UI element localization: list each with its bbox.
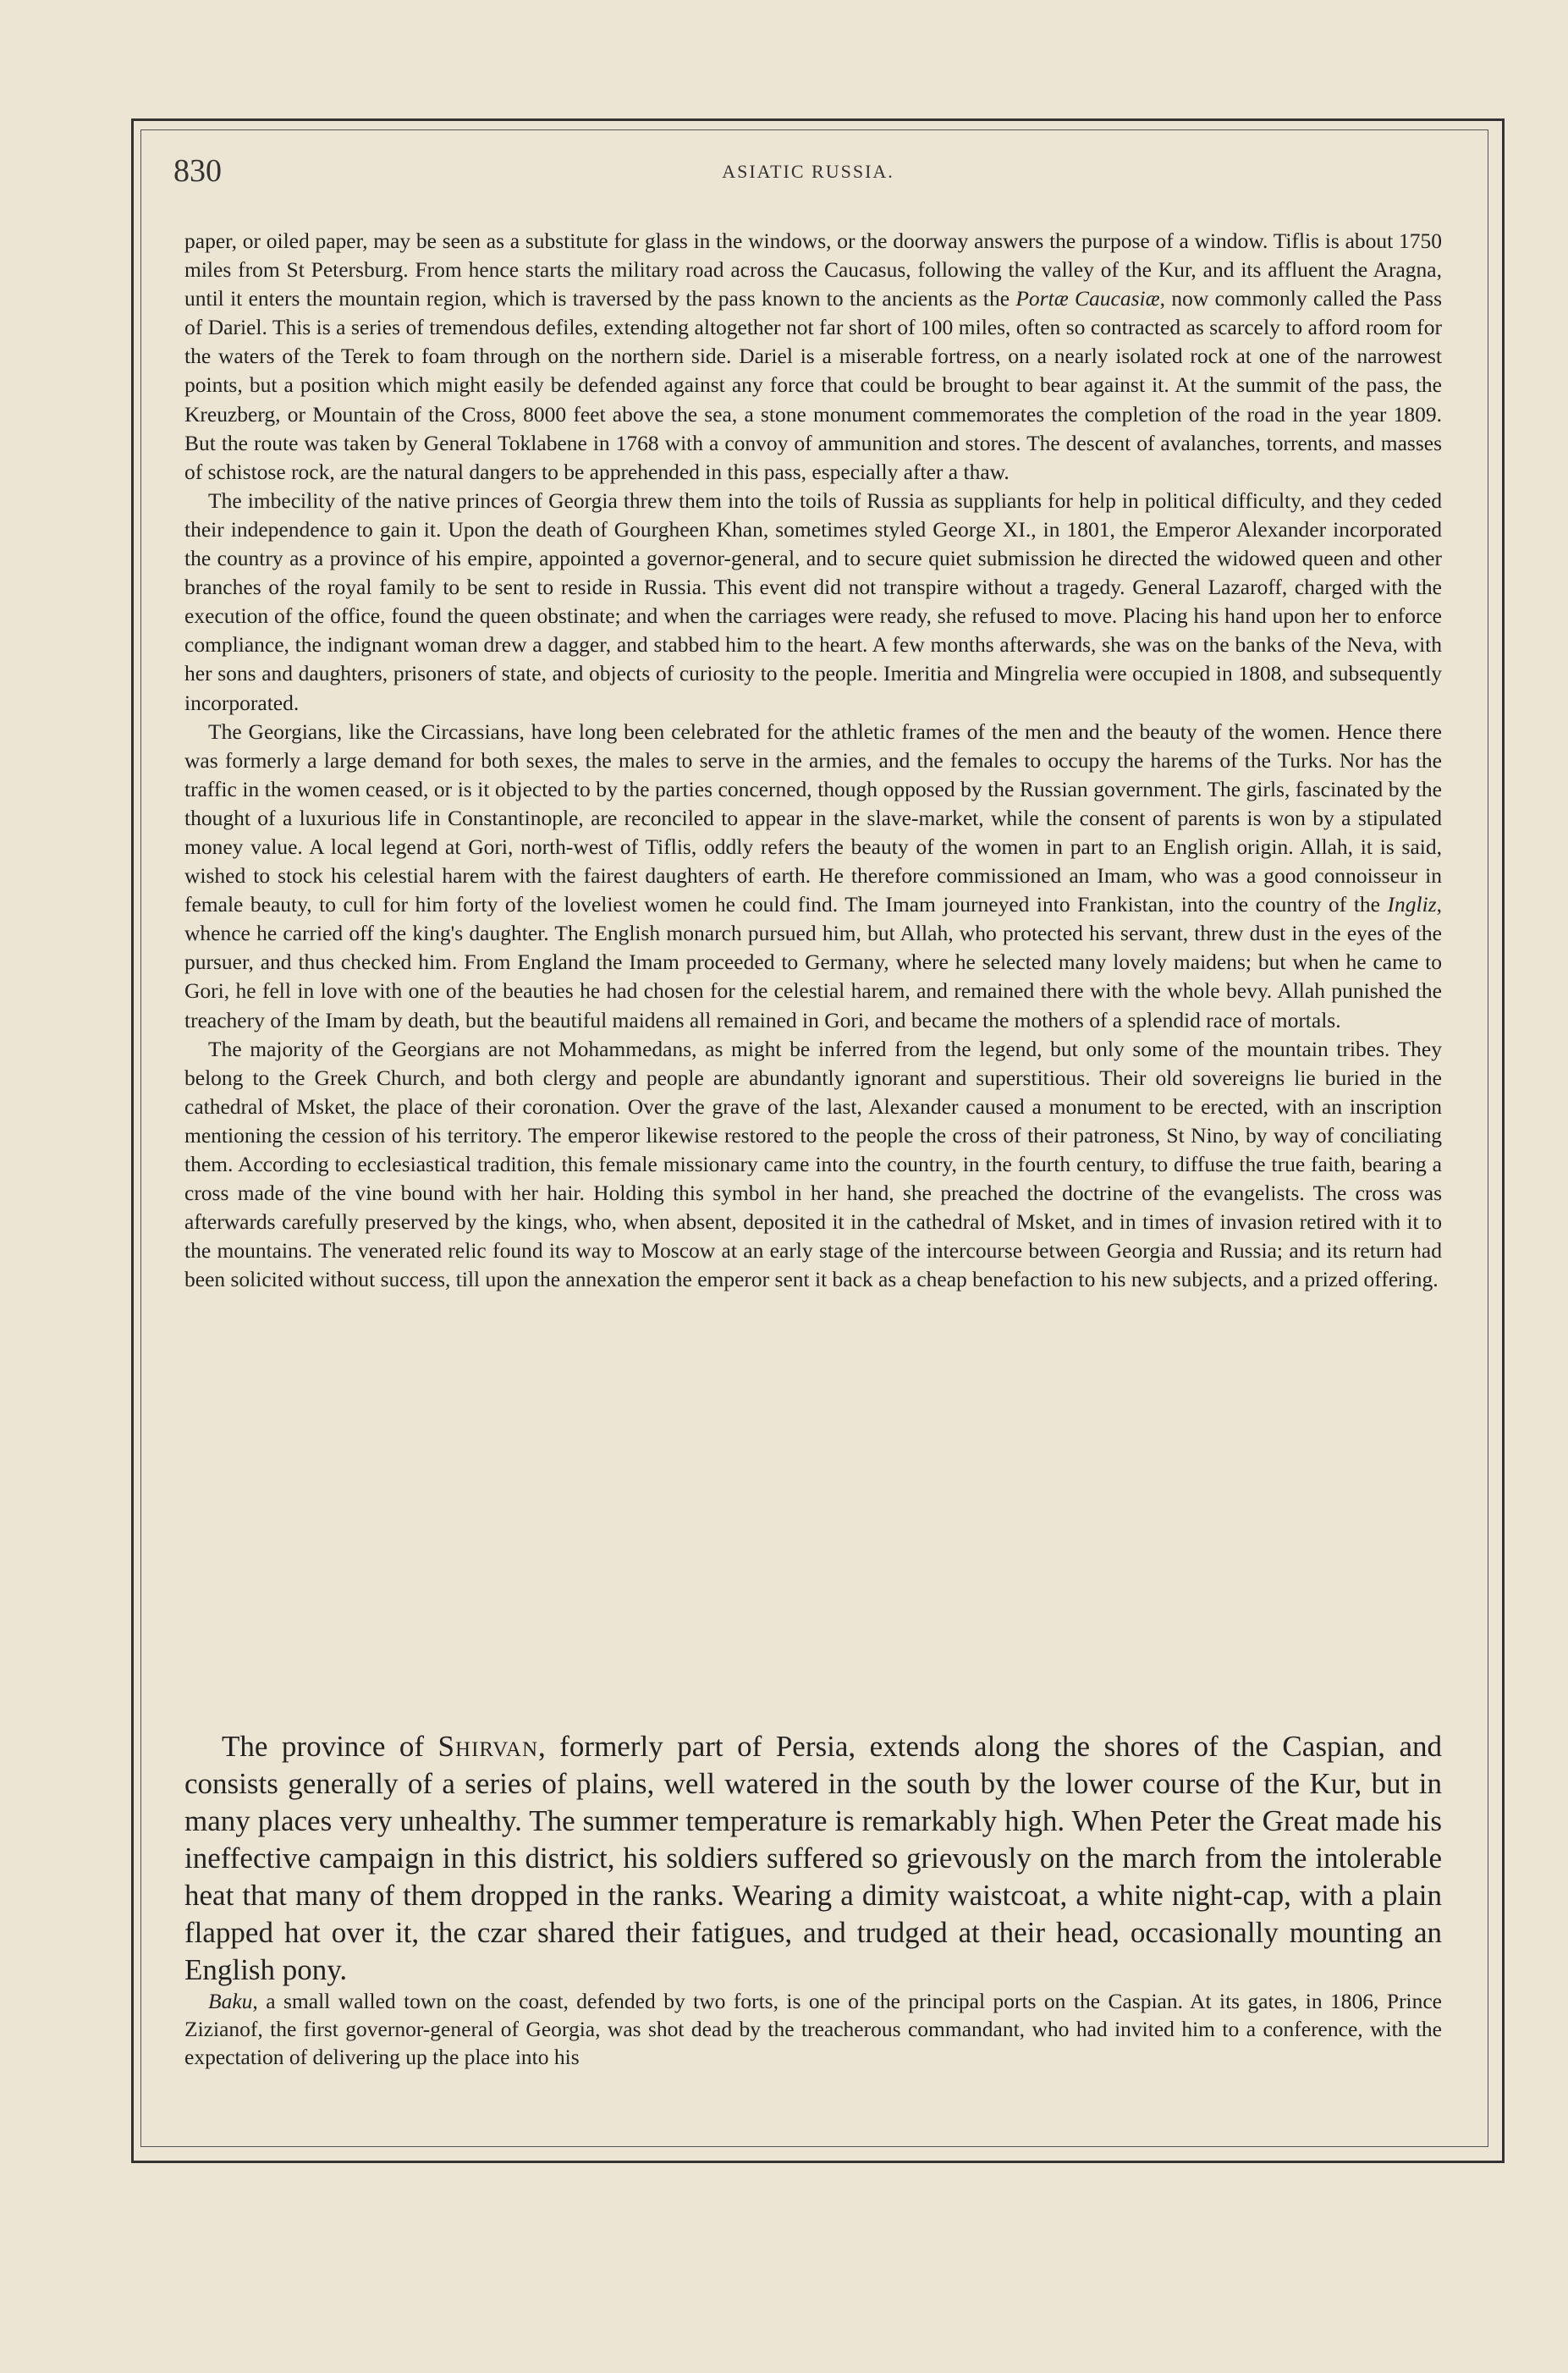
large-print-section [184, 1728, 1442, 1989]
final-small-print-section [184, 1987, 1442, 2071]
text-run: The Georgians, like the Circassians, have long been celebrated for the athletic frames of the men and the beauty of the women. Hence there was formerly a large demand for both sexes, the males to serve in the armies, and the females to occupy the harems of the Turks. Nor has the traffic in the women ceased, or is it objected to by the parties concerned, though opposed by the Russian government. The girls, fascinated by the thought of a luxurious life in Constantinople, are reconciled to appear in the slave-market, while the consent of parents is won by a stipulated money value. A local legend at Gori, north-west of Tiflis, oddly refers the beauty of the women in part to an English origin. Allah, it is said, wished to stock his celestial harem with the fairest daughters of earth. He therefore commissioned an Imam, who was a good connoisseur in female beauty, to cull for him forty of the loveliest women he could find. The Imam journeyed into Frankistan, into the country of the [184, 719, 1442, 917]
running-title: ASIATIC RUSSIA. [722, 161, 894, 182]
paragraph-baku [184, 1987, 1442, 2071]
small-print-section [184, 227, 1442, 1294]
paragraph [184, 487, 1442, 718]
text-run: , whence he carried off the king's daughter. The English monarch pursued him, but Allah, who protected his servant, threw dust in the eyes of the pursuer, and thus checked him. From England the Imam proceeded to Germany, where he selected many lovely maidens; but when he came to Gori, he fell in love with one of the beauties he had chosen for the celestial harem, and remained there with the whole bevy. Allah punished the treachery of the Imam by death, but the beautiful maidens all remained in Gori, and became the mothers of a splendid race of mortals. [184, 892, 1442, 1032]
smallcaps-text: Shirvan [437, 1730, 539, 1763]
page-header [173, 152, 1443, 203]
paragraph [184, 718, 1442, 1035]
italic-text: Baku [208, 1989, 253, 2013]
text-run: , a small walled town on the coast, defended by two forts, is one of the principal ports on the Caspian. At its gates, in 1806, Prince Zizianof, the first governor-general of Georgia, was shot dead by the treacherous commandant, who had invited him to a conference, with the expectation of delivering up the place into his [184, 1989, 1442, 2069]
text-run: The province of [222, 1730, 438, 1763]
paragraph-shirvan [184, 1728, 1442, 1989]
italic-text: Portæ Caucasiæ [1015, 286, 1160, 311]
text-run: paper, or oiled paper, may be seen as a substitute for glass in the windows, or the doorway answers the purpose of a window. Tiflis is about 1750 miles from St Petersburg. From hence starts the military road across the Caucasus, following the valley of the Kur, and its affluent the Aragna, until it enters the mountain region, which is traversed by the pass known to the ancients as the [184, 228, 1442, 311]
paragraph [184, 227, 1442, 487]
italic-text: Ingliz [1387, 892, 1437, 917]
text-run: , now commonly called the Pass of Dariel. This is a series of tremendous defiles, extending altogether not far short of 100 miles, often so contracted as scarcely to afford room for the waters of the Terek to foam through on the northern side. Dariel is a miserable fortress, on a nearly isolated rock at one of the narrowest points, but a position which might easily be defended against any force that could be brought to bear against it. At the summit of the pass, the Kreuzberg, or Mountain of the Cross, 8000 feet above the sea, a stone monument commemorates the completion of the road in the year 1809. But the route was taken by General Toklabene in 1768 with a convoy of ammunition and stores. The descent of avalanches, torrents, and masses of schistose rock, are the natural dangers to be apprehended in this pass, especially after a thaw. [184, 286, 1442, 484]
text-run: The imbecility of the native princes of Georgia threw them into the toils of Russia as suppliants for help in political difficulty, and they ceded their independence to gain it. Upon the death of Gourgheen Khan, sometimes styled George XI., in 1801, the Emperor Alexander incorporated the country as a province of his empire, appointed a governor-general, and to secure quiet submission he directed the widowed queen and other branches of the royal family to be sent to reside in Russia. This event did not transpire without a tragedy. General Lazaroff, charged with the execution of the office, found the queen obstinate; and when the carriages were ready, she refused to move. Placing his hand upon her to enforce compliance, the indignant woman drew a dagger, and stabbed him to the heart. A few months afterwards, she was on the banks of the Neva, with her sons and daughters, prisoners of state, and objects of curiosity to the people. Imeritia and Mingrelia were occupied in 1808, and subsequently incorporated. [184, 487, 1442, 715]
text-run: , formerly part of Persia, extends along the shores of the Caspian, and consists generally of a series of plains, well watered in the south by the lower course of the Kur, but in many places very unhealthy. The summer temperature is remarkably high. When Peter the Great made his ineffective campaign in this district, his soldiers suffered so grievously on the march from the intolerable heat that many of them dropped in the ranks. Wearing a dimity waistcoat, a white night-cap, with a plain flapped hat over it, the czar shared their fatigues, and trudged at their head, occasionally mounting an English pony. [184, 1730, 1442, 1986]
paragraph [184, 1035, 1442, 1295]
page-number: 830 [173, 153, 222, 189]
text-run: The majority of the Georgians are not Mohammedans, as might be inferred from the legend, but only some of the mountain tribes. They belong to the Greek Church, and both clergy and people are abundantly ignorant and superstitious. Their old sovereigns lie buried in the cathedral of Msket, the place of their coronation. Over the grave of the last, Alexander caused a monument to be erected, with an inscription mentioning the cession of his territory. The emperor likewise restored to the people the cross of their patroness, St Nino, by way of conciliating them. According to ecclesiastical tradition, this female missionary came into the country, in the fourth century, to diffuse the true faith, bearing a cross made of the vine bound with her hair. Holding this symbol in her hand, she preached the doctrine of the evangelists. The cross was afterwards carefully preserved by the kings, who, when absent, deposited it in the cathedral of Msket, and in times of invasion retired with it to the mountains. The venerated relic found its way to Moscow at an early stage of the intercourse between Georgia and Russia; and its return had been solicited without success, till upon the annexation the emperor sent it back as a cheap benefaction to his new subjects, and a prized offering. [184, 1036, 1442, 1292]
